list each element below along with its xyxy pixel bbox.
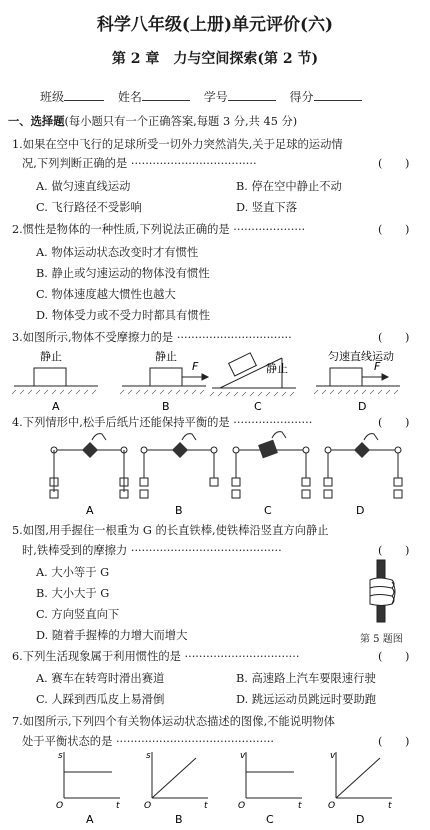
q6-option-c[interactable]: C. 人踩到西瓜皮上易滑倒 [36,693,165,706]
q7-option-a[interactable]: A [86,813,94,826]
q7-c-ylabel: v [240,751,246,761]
q1-option-c[interactable]: C. 飞行路径不受影响 [36,201,142,214]
q5-stem-line1: 5.如图,用手握住一根重为 G 的长直铁棒,使铁棒沿竖直方向静止 [12,524,329,537]
score-label: 得分 [289,90,314,104]
q6-answer-paren[interactable]: ( ) [378,650,410,663]
q7-stem-line1: 7.如图所示,下列四个有关物体运动状态描述的图像,不能说明物体 [12,715,335,728]
q7-a-origin: O [56,801,64,811]
q1-option-a[interactable]: A. 做匀速直线运动 [36,180,131,193]
q7-option-d[interactable]: D [356,813,365,826]
q4-option-d[interactable]: D [356,504,365,517]
q7-b-origin: O [144,801,152,811]
q3-label-b: 静止 [155,350,177,363]
q3-option-b[interactable]: B [162,400,170,413]
section-heading [8,113,297,129]
q7-option-b[interactable]: B [175,813,183,826]
q4-option-b[interactable]: B [175,504,183,517]
q3-label-a: 静止 [40,350,62,363]
q7-c-xlabel: t [298,801,302,811]
q7-d-ylabel: v [330,751,336,761]
q7-b-ylabel: s [146,751,151,761]
q5-option-c[interactable]: C. 方向竖直向下 [36,608,120,621]
q7-d-origin: O [328,801,336,811]
q2-stem: 2.惯性是物体的一种性质,下列说法正确的是 ···················· [12,223,306,236]
q4-stem: 4.下列情形中,松手后纸片还能保持平衡的是 ······················ [12,416,313,429]
student-id-blank[interactable] [228,90,276,101]
q2-option-b[interactable]: B. 静止或匀速运动的物体没有惯性 [36,267,210,280]
q7-a-xlabel: t [116,801,120,811]
q6-option-d[interactable]: D. 跳远运动员跳远时要助跑 [236,693,377,706]
score-blank[interactable] [314,90,362,101]
q4-figure [0,430,430,520]
q6-stem: 6.下列生活现象属于利用惯性的是 ································ [12,650,300,663]
q3-option-c[interactable]: C [254,400,262,413]
q4-option-a[interactable]: A [86,504,94,517]
q7-graphs-figure [0,748,430,828]
q3-force-b: F [192,360,199,373]
q7-stem-line2: 处于平衡状态的是 ············································ [22,735,274,748]
q2-option-d[interactable]: D. 物体受力或不受力时都具有惯性 [36,309,210,322]
q5-option-d[interactable]: D. 随着手握棒的力增大而增大 [36,629,188,642]
page-title: 科学八年级(上册)单元评价(六) [96,15,334,35]
q2-option-c[interactable]: C. 物体速度越大惯性也越大 [36,288,176,301]
q7-option-c[interactable]: C [266,813,274,826]
q3-label-d: 匀速直线运动 [328,350,394,363]
q2-option-a[interactable]: A. 物体运动状态改变时才有惯性 [36,246,199,259]
q6-option-a[interactable]: A. 赛车在转弯时滑出赛道 [36,672,165,685]
q5-hand-rod-figure [362,558,402,624]
q5-figure-caption: 第 5 题图 [360,634,403,645]
q5-stem-line2: 时,铁棒受到的摩擦力 ·········································· [22,544,282,557]
q3-answer-paren[interactable]: ( ) [378,331,410,344]
q7-b-xlabel: t [204,801,208,811]
q1-stem-line1: 1.如果在空中飞行的足球所受一切外力突然消失,关于足球的运动情 [12,138,343,151]
class-label: 班级 [40,90,65,104]
student-id-label: 学号 [203,90,228,104]
class-blank[interactable] [64,90,104,101]
q1-option-d[interactable]: D. 竖直下落 [236,201,298,214]
q1-option-b[interactable]: B. 停在空中静止不动 [236,180,342,193]
q1-stem-line2: 况,下列判断正确的是 ··································· [22,157,257,170]
q3-label-c: 静止 [266,362,288,375]
q5-answer-paren[interactable]: ( ) [378,544,410,557]
q3-stem: 3.如图所示,物体不受摩擦力的是 ································ [12,331,292,344]
q4-answer-paren[interactable]: ( ) [378,416,410,429]
q7-a-ylabel: s [58,751,63,761]
name-blank[interactable] [142,90,190,101]
q4-option-c[interactable]: C [264,504,272,517]
q5-option-b[interactable]: B. 大小大于 G [36,587,110,600]
q6-option-b[interactable]: B. 高速路上汽车要限速行驶 [236,672,376,685]
q3-force-d: F [374,360,381,373]
q3-figure [0,346,430,414]
q3-option-d[interactable]: D [358,400,367,413]
name-label: 姓名 [117,90,142,104]
q7-d-xlabel: t [388,801,392,811]
q1-answer-paren[interactable]: ( ) [378,157,410,170]
q7-c-origin: O [238,801,246,811]
section-title: 一、选择题 [8,114,65,128]
q3-option-a[interactable]: A [52,400,60,413]
chapter-subtitle: 第 2 章 力与空间探索(第 2 节) [111,51,319,67]
q2-answer-paren[interactable]: ( ) [378,223,410,236]
section-desc: (每小题只有一个正确答案,每题 3 分,共 45 分) [64,115,298,128]
q5-option-a[interactable]: A. 大小等于 G [36,566,110,579]
q7-answer-paren[interactable]: ( ) [378,735,410,748]
student-info-row [40,88,362,105]
